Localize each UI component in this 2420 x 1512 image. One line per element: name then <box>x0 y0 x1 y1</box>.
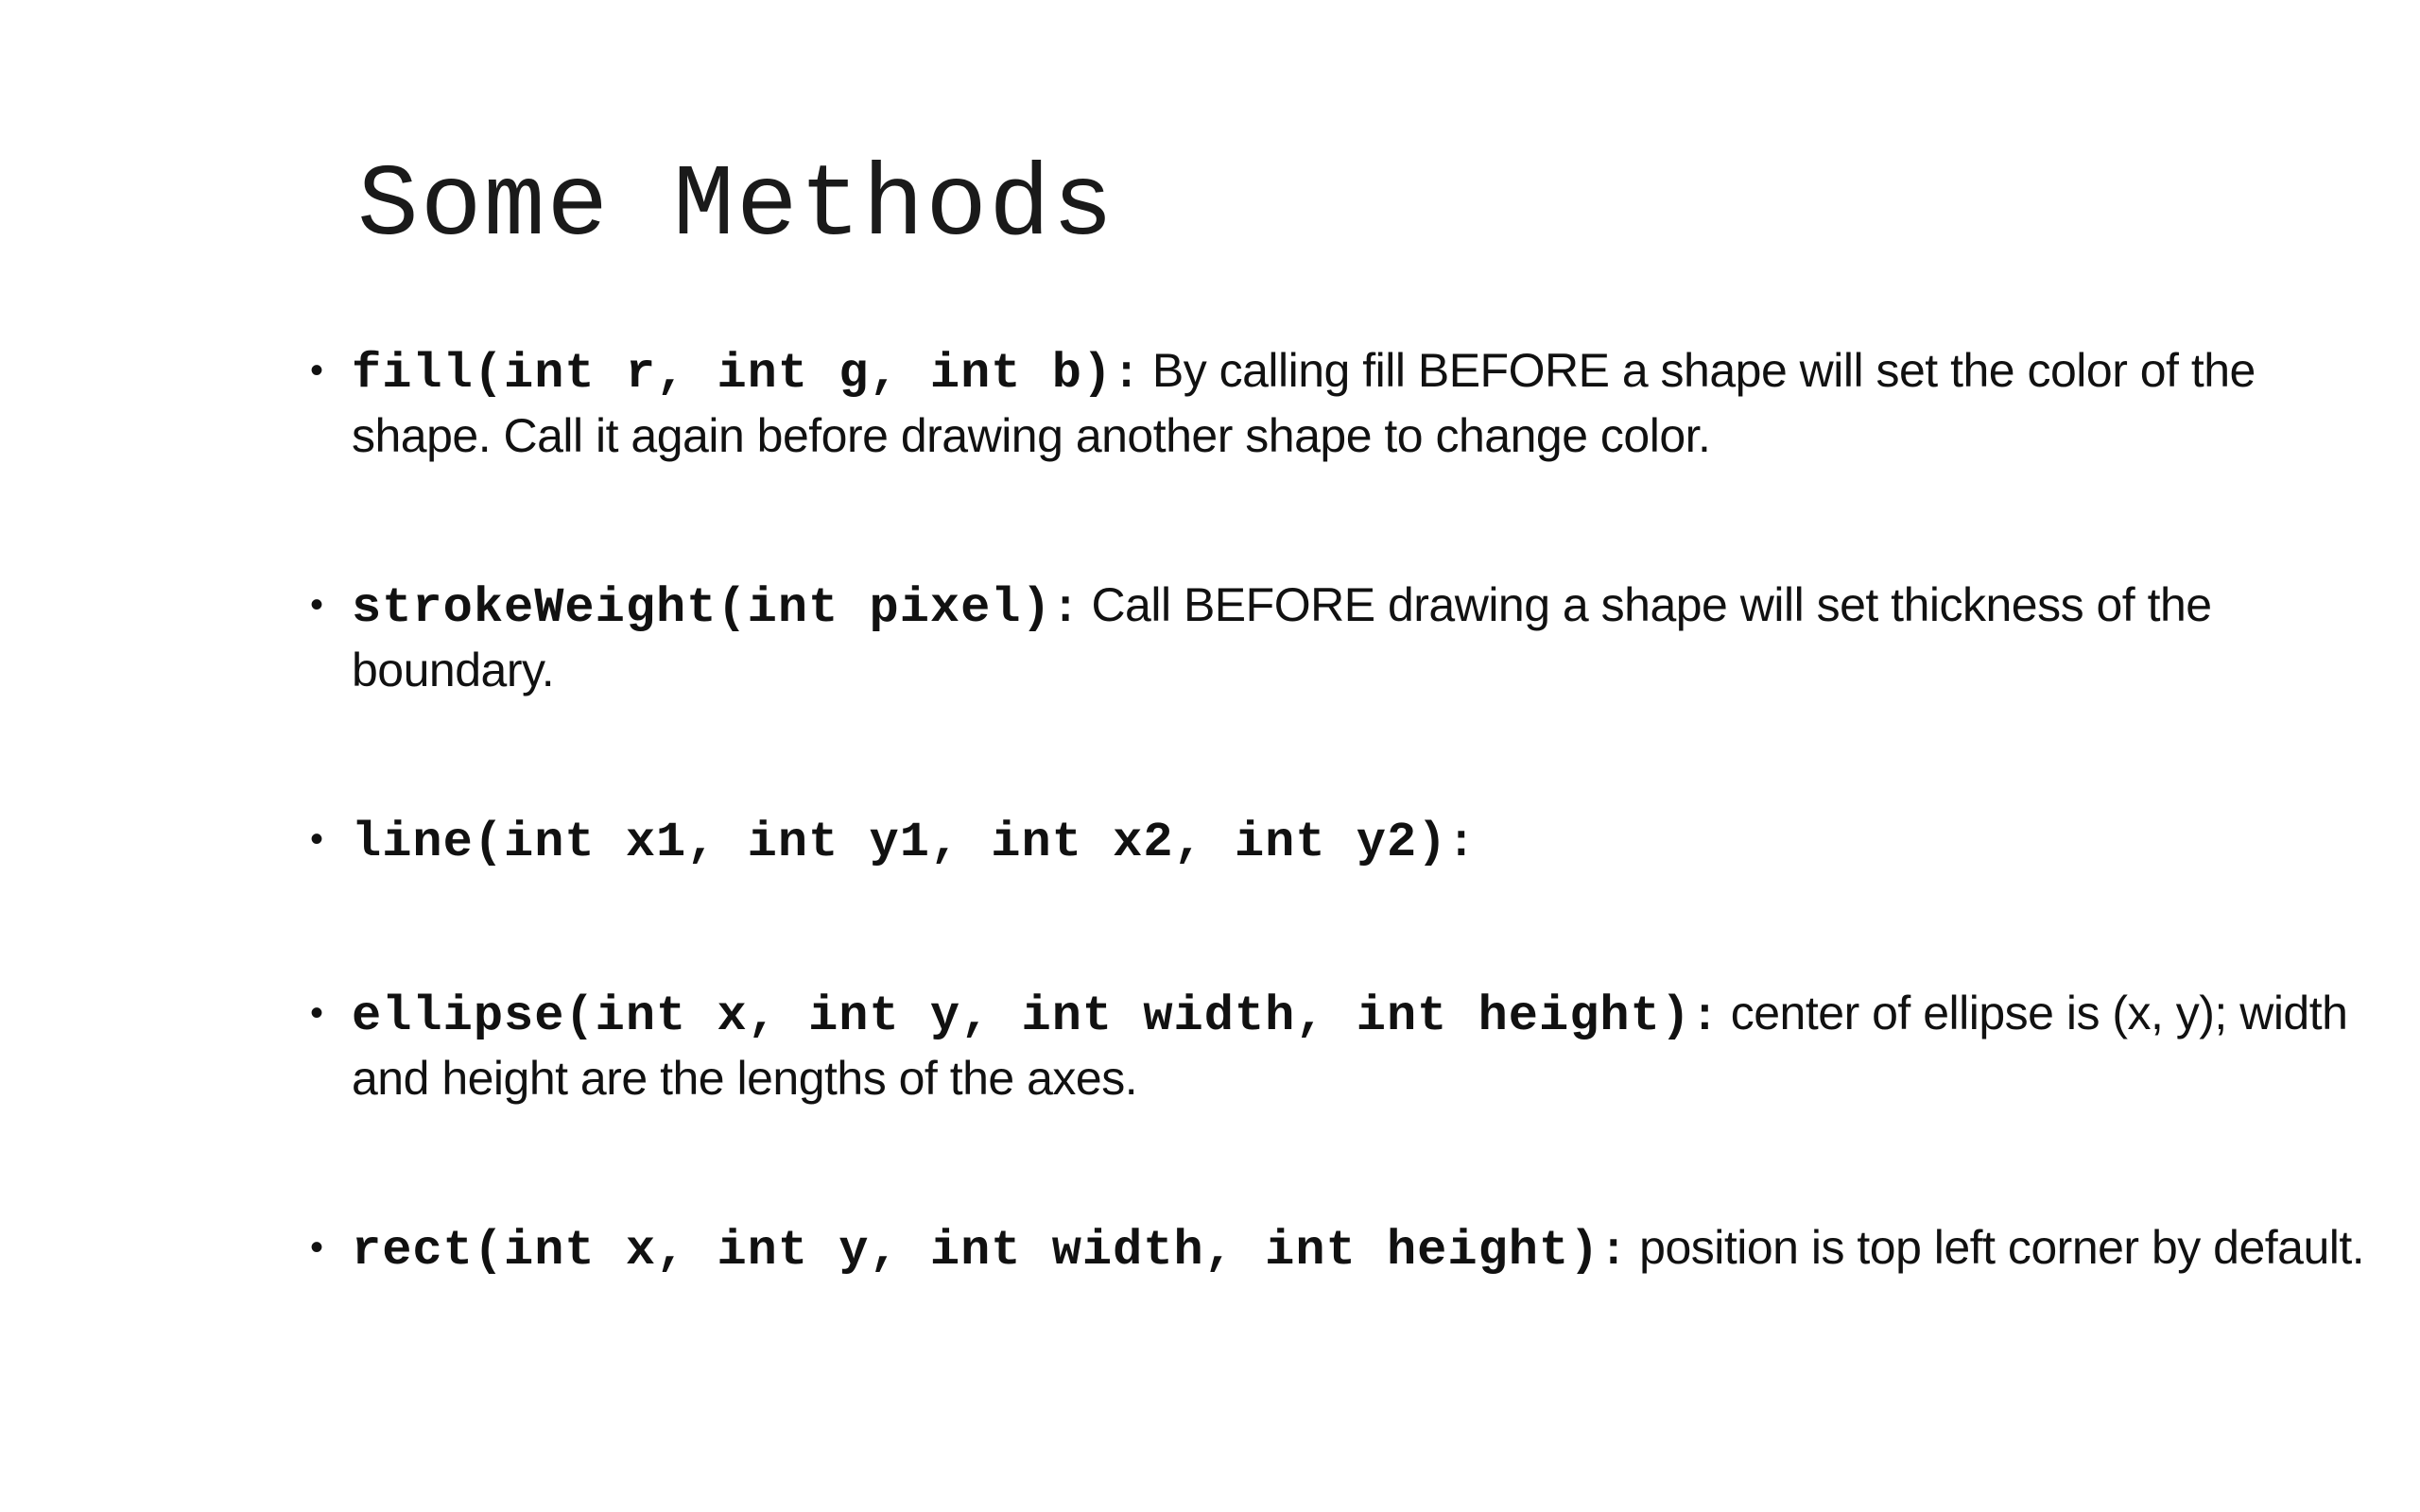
method-signature: ellipse(int x, int y, int width, int height) <box>352 988 1692 1044</box>
list-item-ellipse <box>302 983 2401 1108</box>
method-signature: line(int x1, int y1, int x2, int y2) <box>352 815 1448 870</box>
method-description: position is top left corner by default. <box>1639 1221 2365 1274</box>
method-signature: strokeWeight(int pixel) <box>352 580 1052 636</box>
slide-title: Some Methods <box>357 149 1115 265</box>
methods-list <box>302 340 2401 1282</box>
bullet-icon: • <box>310 992 323 1034</box>
bullet-icon: • <box>310 350 323 391</box>
separator: : <box>1051 584 1080 635</box>
list-item-strokeweight <box>302 575 2401 700</box>
bullet-icon: • <box>310 1227 323 1268</box>
method-signature: rect(int x, int y, int width, int height) <box>352 1223 1600 1279</box>
method-description: Call BEFORE drawing a shape will set thickness of the boundary. <box>352 578 2212 696</box>
list-item-line <box>302 809 2401 874</box>
bullet-icon: • <box>310 584 323 626</box>
separator: : <box>1691 992 1719 1043</box>
method-description: By calling fill BEFORE a shape will set the color of the shape. Call it again before drawing another shape to change color. <box>352 344 2256 462</box>
separator: : <box>1113 350 1140 401</box>
list-item-fill <box>302 340 2401 466</box>
list-item-rect <box>302 1217 2401 1282</box>
method-description: center of ellipse is (x, y); width and height are the lengths of the axes. <box>352 987 2348 1105</box>
separator: : <box>1599 1227 1627 1278</box>
method-signature: fill(int r, int g, int b) <box>352 346 1114 402</box>
separator: : <box>1447 818 1475 869</box>
bullet-icon: • <box>310 818 323 860</box>
